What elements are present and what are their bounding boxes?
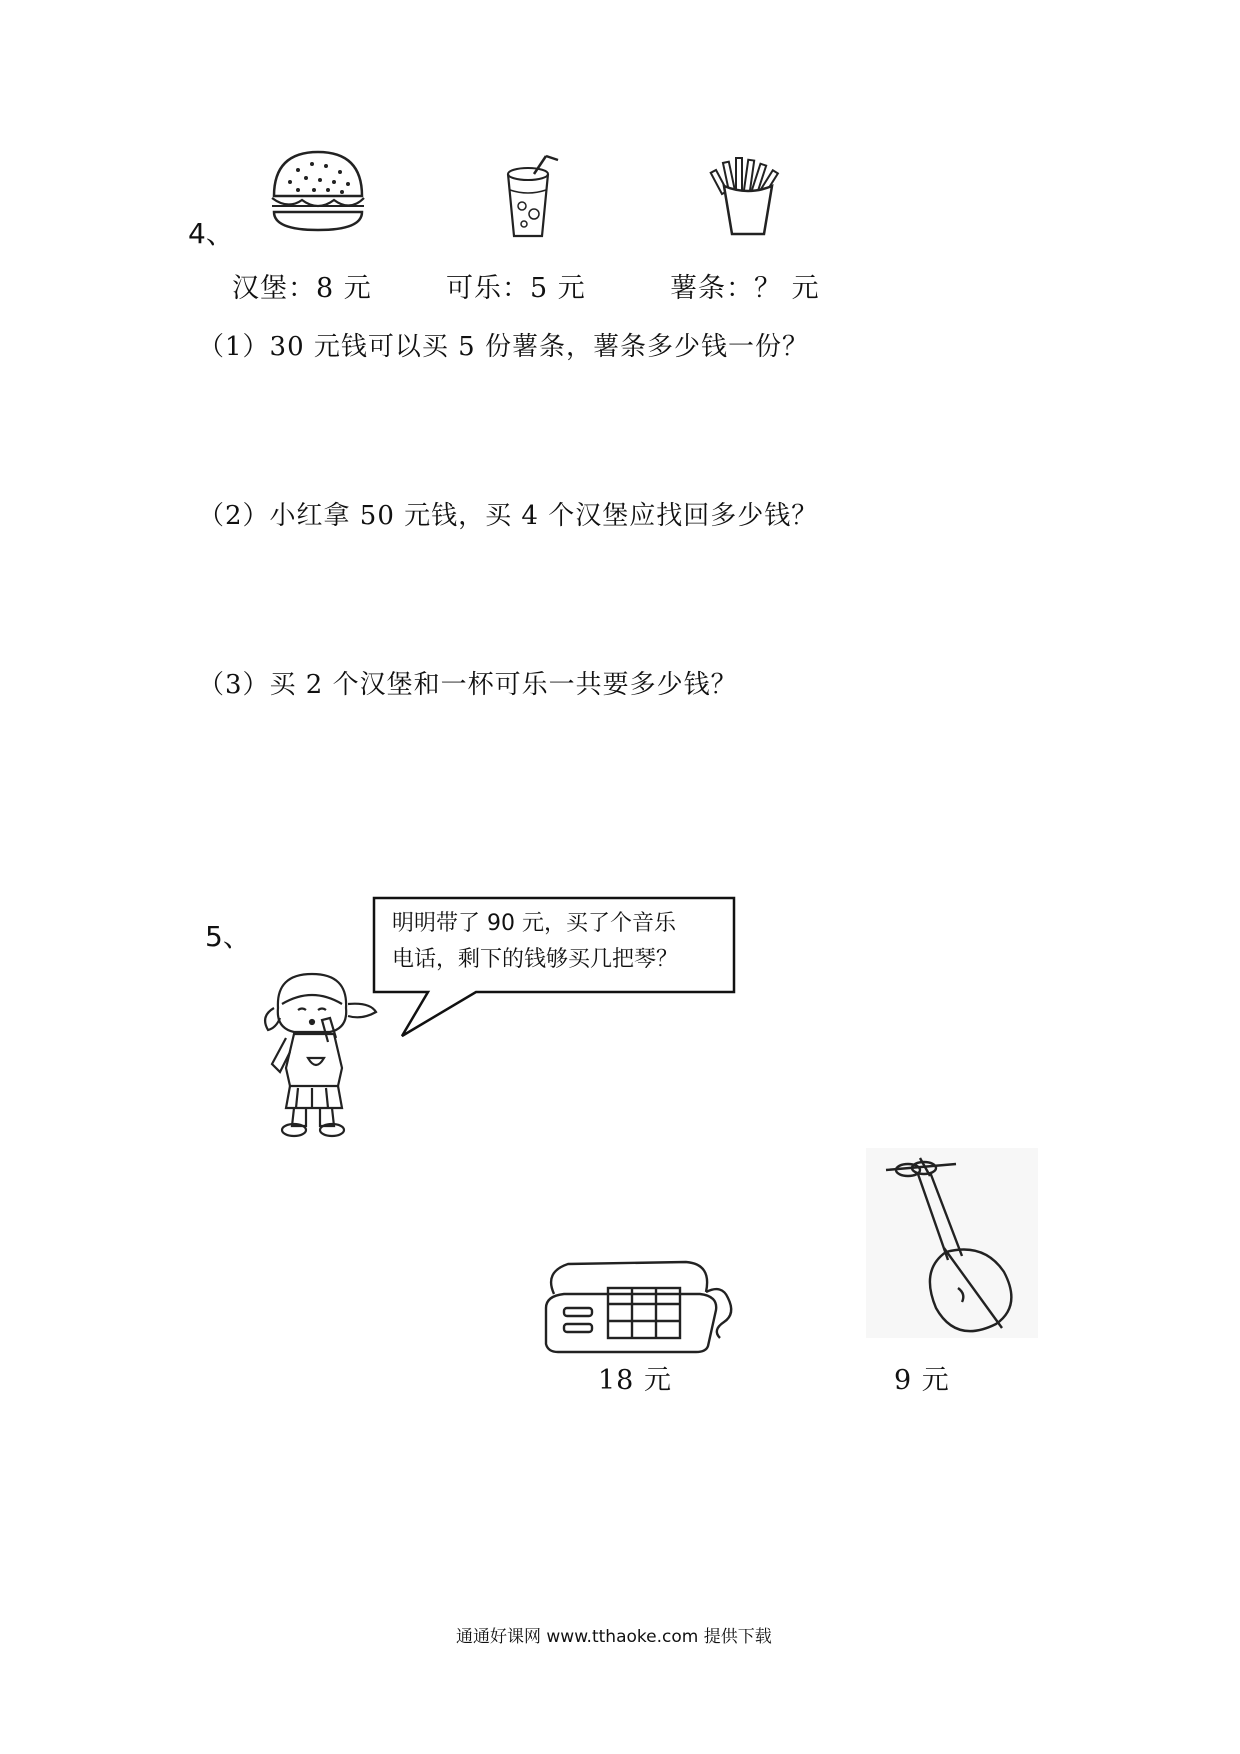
speech-bubble-text [392, 906, 726, 978]
phone-price: 18 元 [598, 1365, 672, 1396]
problem-4-number: 4、 [188, 217, 234, 250]
pipa-icon [866, 1148, 1038, 1338]
burger-icon [268, 148, 368, 236]
fries-price: 薯条：？ 元 [670, 273, 820, 304]
question-4-1: （1）30 元钱可以买 5 份薯条，薯条多少钱一份？ [198, 332, 809, 362]
question-4-3: （3）买 2 个汉堡和一杯可乐一共要多少钱？ [198, 670, 738, 700]
pipa-price: 9 元 [894, 1365, 950, 1396]
cola-price: 可乐：5 元 [446, 273, 586, 304]
problem-5-number: 5、 [205, 920, 251, 953]
phone-icon [536, 1252, 742, 1358]
fries-icon [712, 156, 784, 238]
question-4-2: （2）小红拿 50 元钱，买 4 个汉堡应找回多少钱？ [198, 501, 819, 531]
girl-illustration [258, 968, 378, 1140]
footer-text: 通通好课网 www.tthaoke.com 提供下载 [456, 1627, 772, 1647]
cola-icon [500, 150, 564, 240]
speech-line-1: 明明带了 90 元，买了个音乐 [392, 911, 676, 936]
speech-line-2: 电话，剩下的钱够买几把琴？ [392, 947, 679, 972]
burger-price: 汉堡：8 元 [232, 273, 372, 304]
